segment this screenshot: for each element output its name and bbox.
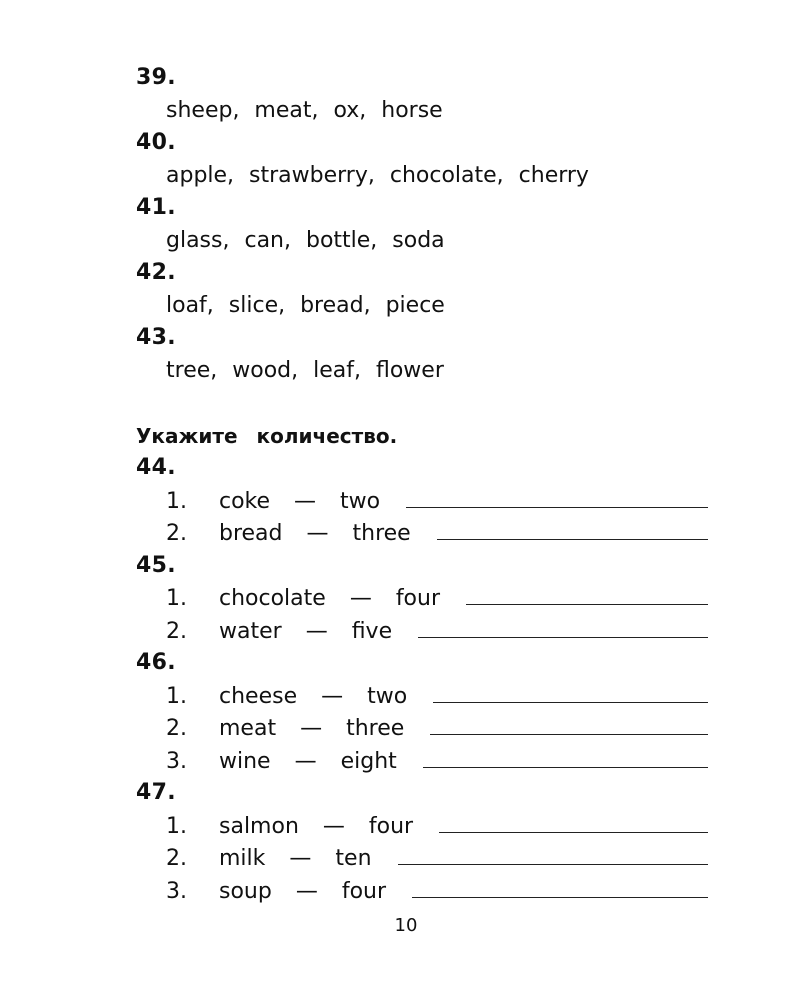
item-quantity: two bbox=[367, 683, 408, 709]
item-dash: — bbox=[306, 521, 329, 546]
item-quantity: four bbox=[395, 586, 441, 611]
page-number: 10 bbox=[394, 915, 418, 936]
answer-blank[interactable] bbox=[437, 517, 708, 540]
item-noun: cheese bbox=[219, 683, 298, 709]
item-quantity: eight bbox=[340, 748, 397, 774]
item-dash: — bbox=[295, 878, 318, 904]
quantity-item bbox=[136, 810, 708, 843]
section-spacer bbox=[136, 387, 708, 420]
answer-blank[interactable] bbox=[406, 485, 708, 508]
quantity-item bbox=[136, 875, 708, 908]
item-index: 1. bbox=[166, 586, 187, 611]
item-dash: — bbox=[322, 813, 345, 839]
item-noun: soup bbox=[219, 878, 272, 904]
answer-blank[interactable] bbox=[398, 842, 708, 865]
item-dash: — bbox=[294, 488, 317, 514]
quantity-item bbox=[136, 485, 708, 518]
item-quantity: ten bbox=[335, 846, 372, 871]
quantity-item bbox=[136, 517, 708, 550]
item-quantity: two bbox=[340, 488, 381, 514]
item-noun: bread bbox=[219, 521, 283, 546]
item-noun: milk bbox=[219, 846, 266, 871]
answer-blank[interactable] bbox=[439, 810, 708, 833]
word-list: apple, strawberry, chocolate, cherry bbox=[166, 162, 589, 188]
item-quantity: five bbox=[351, 618, 393, 644]
item-noun: wine bbox=[219, 748, 271, 774]
exercise-number: 47. bbox=[136, 780, 176, 805]
item-dash: — bbox=[305, 618, 328, 644]
answer-blank[interactable] bbox=[418, 615, 708, 638]
exercise-number: 44. bbox=[136, 455, 176, 480]
word-list: loaf, slice, bread, piece bbox=[166, 292, 445, 318]
word-list: sheep, meat, ox, horse bbox=[166, 97, 443, 123]
item-index: 3. bbox=[166, 878, 187, 904]
item-quantity: three bbox=[352, 521, 411, 546]
item-index: 1. bbox=[166, 488, 187, 514]
item-dash: — bbox=[349, 586, 372, 611]
item-quantity: three bbox=[346, 716, 405, 741]
exercise-number: 42. bbox=[136, 260, 176, 285]
quantity-item bbox=[136, 680, 708, 713]
item-index: 2. bbox=[166, 618, 187, 644]
item-dash: — bbox=[300, 716, 323, 741]
item-noun: meat bbox=[219, 716, 277, 741]
quantity-item bbox=[136, 582, 708, 615]
item-quantity: four bbox=[341, 878, 387, 904]
answer-blank[interactable] bbox=[466, 582, 708, 605]
answer-blank[interactable] bbox=[423, 745, 708, 768]
item-dash: — bbox=[289, 846, 312, 871]
item-noun: coke bbox=[219, 488, 271, 514]
exercise-number: 40. bbox=[136, 130, 176, 155]
quantity-item bbox=[136, 745, 708, 778]
quantity-item bbox=[136, 615, 708, 648]
word-list: glass, can, bottle, soda bbox=[166, 227, 445, 253]
exercise-number: 45. bbox=[136, 552, 176, 578]
item-dash: — bbox=[321, 683, 344, 709]
exercise-number: 39. bbox=[136, 65, 176, 90]
exercise-number: 43. bbox=[136, 325, 176, 350]
item-index: 1. bbox=[166, 683, 187, 709]
word-list: tree, wood, leaf, flower bbox=[166, 357, 444, 383]
answer-blank[interactable] bbox=[433, 680, 708, 703]
quantity-item bbox=[136, 712, 708, 745]
item-index: 2. bbox=[166, 521, 187, 546]
item-index: 1. bbox=[166, 813, 187, 839]
item-index: 2. bbox=[166, 846, 187, 871]
answer-blank[interactable] bbox=[430, 712, 708, 735]
item-noun: water bbox=[219, 618, 282, 644]
item-noun: chocolate bbox=[219, 586, 326, 611]
worksheet-page bbox=[136, 62, 708, 907]
exercise-number: 41. bbox=[136, 195, 176, 220]
exercise-number: 46. bbox=[136, 650, 176, 675]
section-instruction: Укажите количество. bbox=[136, 423, 398, 448]
quantity-item bbox=[136, 842, 708, 875]
item-index: 3. bbox=[166, 748, 187, 774]
item-dash: — bbox=[294, 748, 317, 774]
item-noun: salmon bbox=[219, 813, 299, 839]
item-index: 2. bbox=[166, 716, 187, 741]
item-quantity: four bbox=[368, 813, 414, 839]
answer-blank[interactable] bbox=[412, 875, 708, 898]
